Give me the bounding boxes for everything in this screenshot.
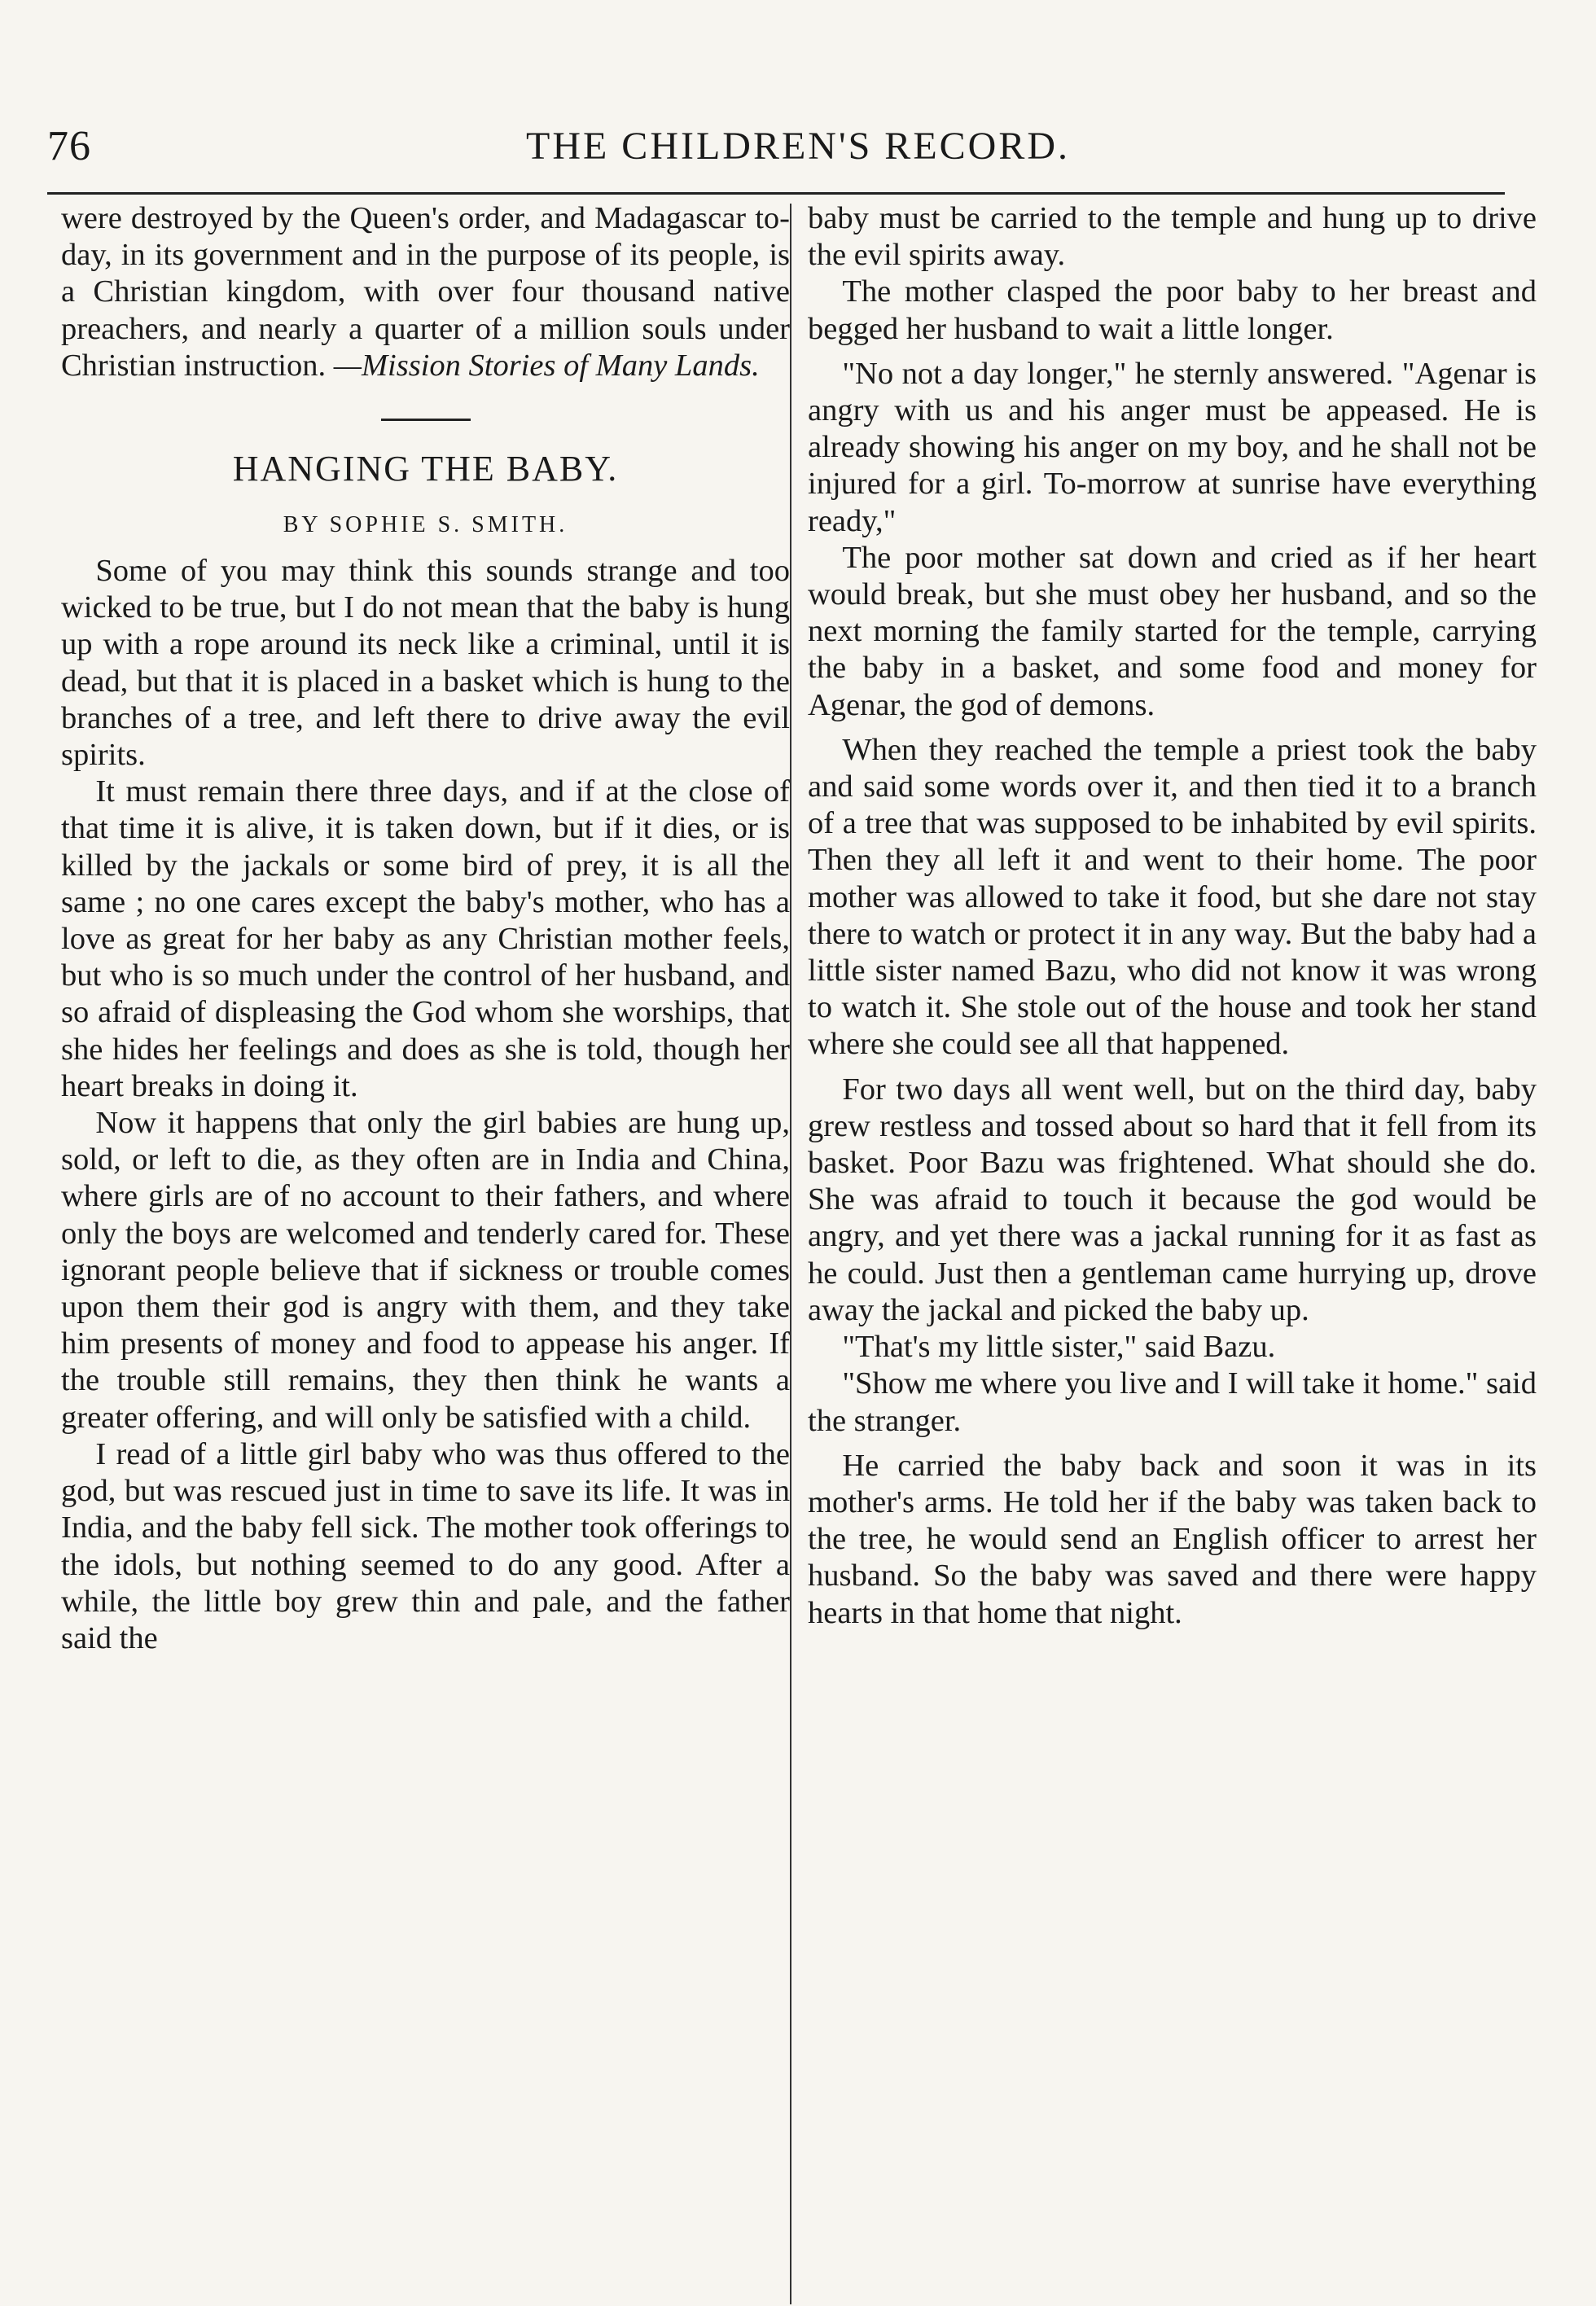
page-number: 76 (47, 123, 91, 169)
article-separator (381, 419, 471, 421)
source-citation: —Mission Stories of Many Lands. (333, 348, 760, 383)
continued-paragraph (61, 200, 790, 384)
continued-text: were destroyed by the Queen's order, and Madagascar to-day, in its government and in the purpose of its people, is a Christian kingdom, with over four thousand native preachers, and nearly a quarter of a million souls under Christian instruction. (61, 201, 790, 383)
column-divider (790, 204, 791, 2304)
paragraph: It must remain there three days, and if at the close of that time it is alive, it is taken down, but if it dies, or is killed by the jackals or some bird of prey, it is all the same ; no one cares except the baby's mother, who has a love as great for her baby as any Christian mother feels, but who is so much under the control of her husband, and so afraid of displeasing the God whom she worships, that she hides her feelings and does as she is told, though her heart breaks in doing it. (61, 774, 790, 1103)
paragraph: When they reached the temple a priest took the baby and said some words over it, and then tied it to a branch of a tree that was supposed to be inhabited by evil spirits. Then they all left it and went to their home. The poor mother was allowed to take it food, but she dare not stay there to watch or protect it in any way. But the baby had a little sister named Bazu, who did not know it was wrong to watch it. She stole out of the house and took her stand where she could see all that happened. (808, 732, 1537, 1062)
running-head: THE CHILDREN'S RECORD. (526, 125, 1070, 168)
paragraph: "No not a day longer," he sternly answered. "Agenar is angry with us and his anger must be appeased. He is already showing his anger on my boy, and he shall not be injured for a girl. To-morrow at sunrise have everything ready," (808, 356, 1537, 538)
right-column (808, 200, 1537, 1632)
left-column (61, 200, 790, 1657)
paragraph: baby must be carried to the temple and hung up to drive the evil spirits away. (808, 201, 1537, 273)
paragraph: For two days all went well, but on the third day, baby grew restless and tossed about so hard that it fell from its basket. Poor Bazu was frightened. What should she do. She was afraid to touch it because the god would be angry, and yet there was a jackal running for it as fast as he could. Just then a gentleman came hurrying up, drove away the jackal and picked the baby up. (808, 1072, 1537, 1327)
paragraph: The poor mother sat down and cried as if her heart would break, but she must obey her husband, and so the next morning the family started for the temple, carrying the baby in a basket, and some food and money for Agenar, the god of demons. (808, 540, 1537, 722)
paragraph: Some of you may think this sounds strange and too wicked to be true, but I do not mean that the baby is hung up with a rope around its neck like a criminal, until it is dead, but that it is placed in a basket which is hung to the branches of a tree, and left there to drive away the evil spirits. (61, 554, 790, 773)
paragraph: Now it happens that only the girl babies are hung up, sold, or left to die, as they often are in India and China, where girls are of no account to their fathers, and where only the boys are welcomed and tenderly cared for. These ignorant people believe that if sickness or trouble comes upon them their god is angry with them, and they take him presents of money and food to appease his anger. If the trouble still remains, they then think he wants a greater offering, and will only be satisfied with a child. (61, 1106, 790, 1435)
paragraph: I read of a little girl baby who was thus offered to the god, but was rescued just in time to save its life. It was in India, and the baby fell sick. The mother took offerings to the idols, but nothing seemed to do any good. After a while, the little boy grew thin and pale, and the father said the (61, 1436, 790, 1655)
paragraph: He carried the baby back and soon it was in its mother's arms. He told her if the baby was taken back to the tree, he would send an English officer to arrest her husband. So the baby was saved and there were happy hearts in that home that night. (808, 1448, 1537, 1630)
paragraph: "Show me where you live and I will take it home." said the stranger. (808, 1366, 1537, 1438)
paragraph: The mother clasped the poor baby to her breast and begged her husband to wait a little longer. (808, 274, 1537, 346)
article-title: HANGING THE BABY. (232, 449, 619, 489)
byline: BY SOPHIE S. SMITH. (283, 512, 568, 538)
header-rule (47, 192, 1505, 195)
paragraph: "That's my little sister," said Bazu. (842, 1330, 1276, 1365)
